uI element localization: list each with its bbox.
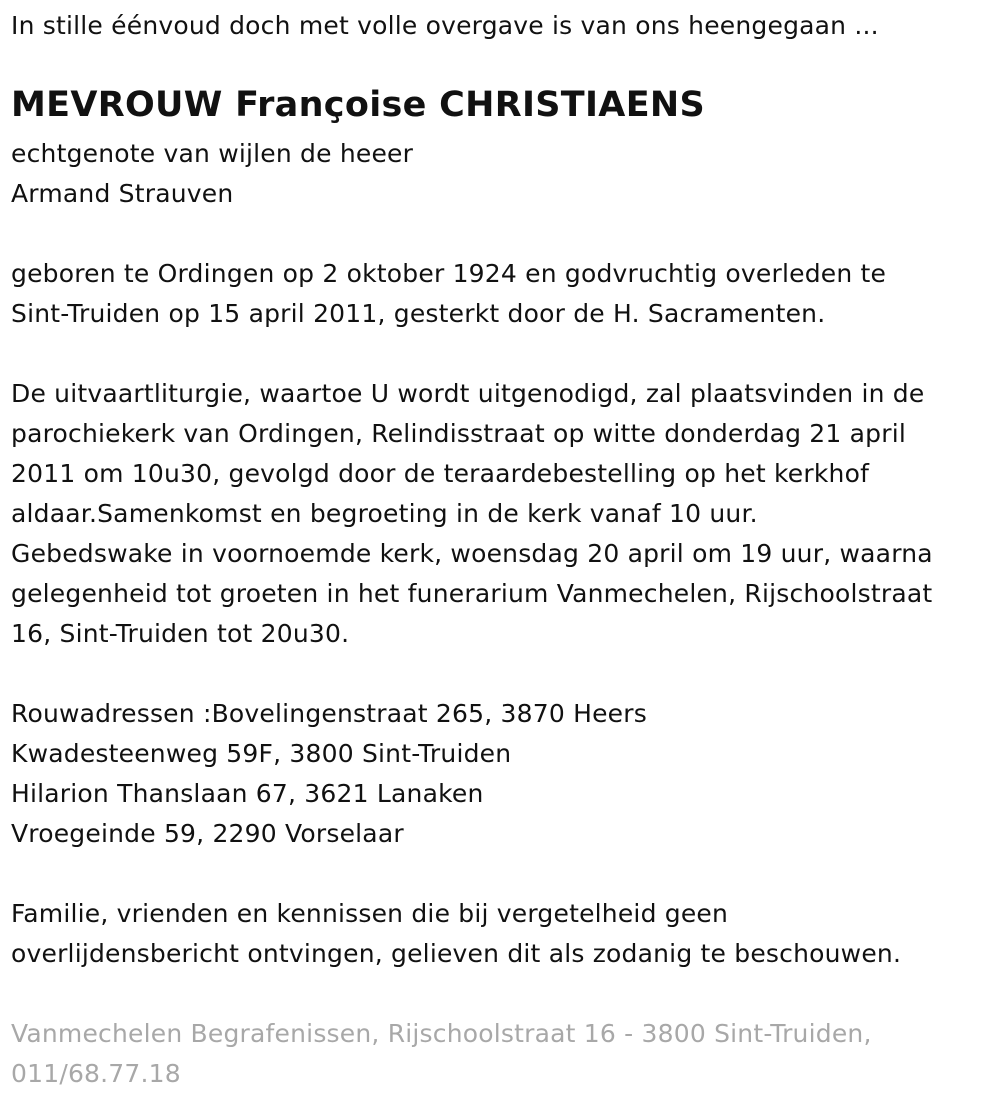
spouse-line: Armand Strauven <box>11 179 234 208</box>
intro-text: In stille éénvoud doch met volle overgave is van ons heengegaan ... <box>11 11 879 40</box>
footer-phone: 011/68.77.18 <box>11 1059 181 1088</box>
birth-death-line: geboren te Ordingen op 2 oktober 1924 en godvruchtig overleden te <box>11 259 887 288</box>
notice-line: overlijdensbericht ontvingen, gelieven dit als zodanig te beschouwen. <box>11 939 902 968</box>
funeral-line: 2011 om 10u30, gevolgd door de teraardebestelling op het kerkhof <box>11 459 870 488</box>
spouse-block <box>11 134 413 214</box>
funeral-line: aldaar.Samenkomst en begroeting in de kerk vanaf 10 uur. <box>11 499 758 528</box>
notice-block <box>11 894 901 974</box>
funeral-line: Gebedswake in voornoemde kerk, woensdag 20 april om 19 uur, waarna <box>11 539 933 568</box>
address-line: Vroegeinde 59, 2290 Vorselaar <box>11 819 404 848</box>
address-line: Kwadesteenweg 59F, 3800 Sint-Truiden <box>11 739 512 768</box>
footer-line: Vanmechelen Begrafenissen, Rijschoolstraat 16 - 3800 Sint-Truiden, <box>11 1019 872 1048</box>
birth-death-block <box>11 254 886 334</box>
address-line: Rouwadressen :Bovelingenstraat 265, 3870 Heers <box>11 699 647 728</box>
funeral-line: 16, Sint-Truiden tot 20u30. <box>11 619 350 648</box>
funeral-line: parochiekerk van Ordingen, Relindisstraat op witte donderdag 21 april <box>11 419 907 448</box>
deceased-name: MEVROUW Françoise CHRISTIAENS <box>11 85 706 125</box>
funeral-home-footer <box>11 1014 872 1094</box>
address-line: Hilarion Thanslaan 67, 3621 Lanaken <box>11 779 484 808</box>
funeral-line: gelegenheid tot groeten in het funerarium Vanmechelen, Rijschoolstraat <box>11 579 933 608</box>
birth-death-line: Sint-Truiden op 15 april 2011, gesterkt door de H. Sacramenten. <box>11 299 826 328</box>
spouse-line: echtgenote van wijlen de heeer <box>11 139 414 168</box>
notice-line: Familie, vrienden en kennissen die bij vergetelheid geen <box>11 899 729 928</box>
funeral-block <box>11 374 933 654</box>
funeral-line: De uitvaartliturgie, waartoe U wordt uitgenodigd, zal plaatsvinden in de <box>11 379 925 408</box>
addresses-block <box>11 694 647 854</box>
